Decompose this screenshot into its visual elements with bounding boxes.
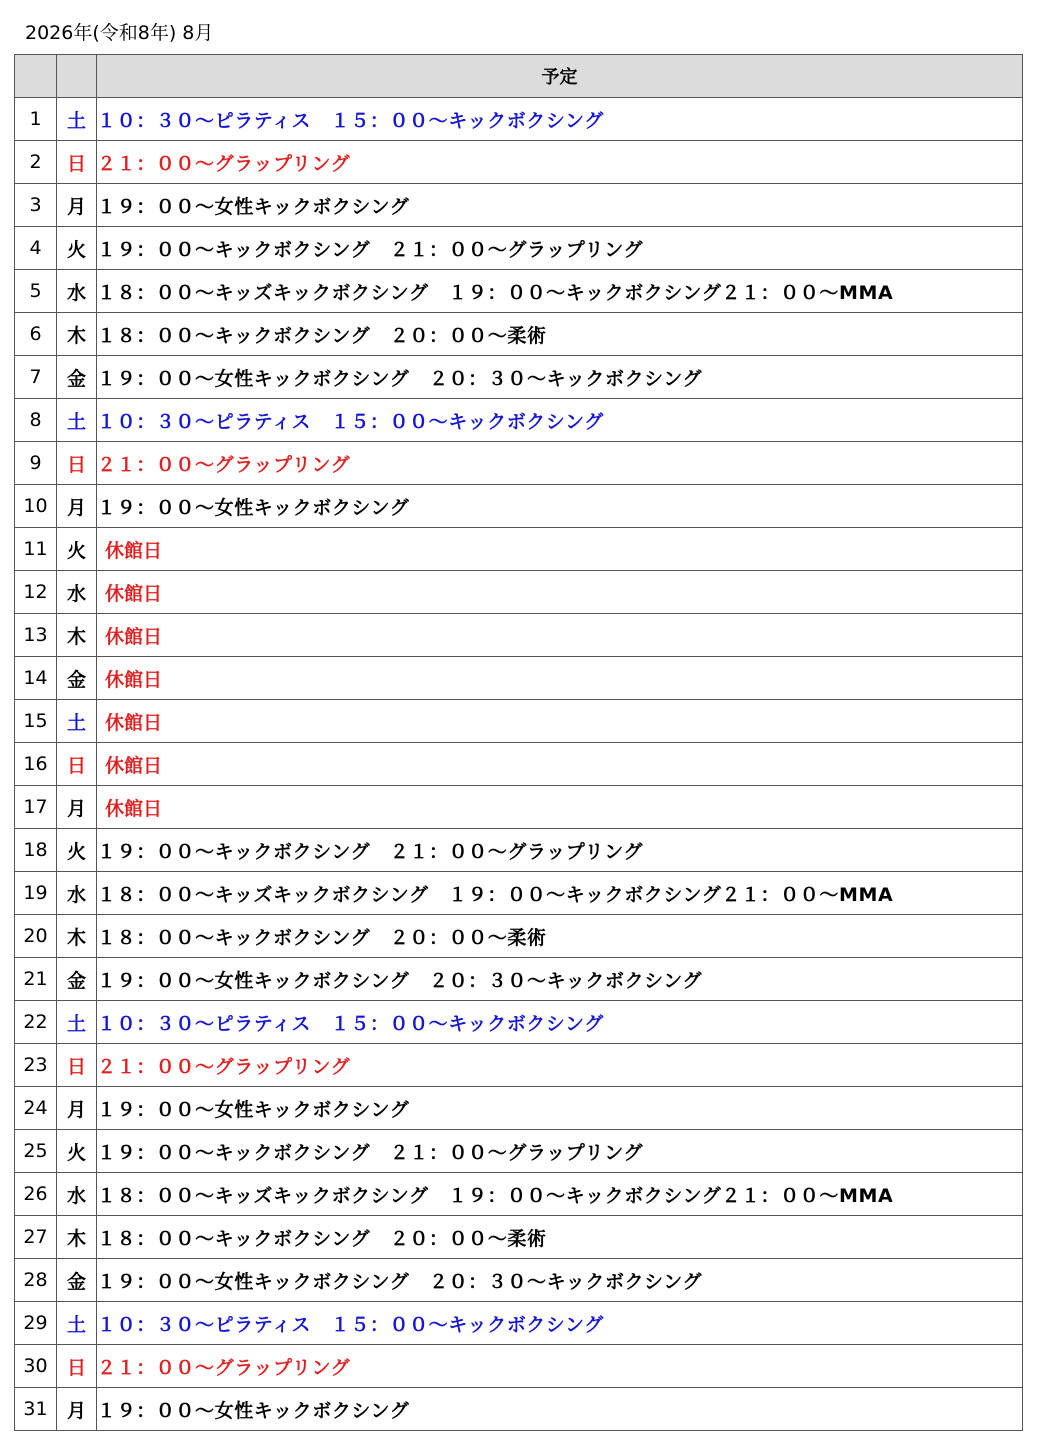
table-row [15, 1087, 1023, 1130]
weekday: 日 [57, 442, 97, 485]
schedule-plan: １９：００～女性キックボクシング ２０：３０～キックボクシング [97, 958, 1023, 1001]
schedule-table [14, 54, 1023, 1431]
day-number: 6 [15, 313, 57, 356]
weekday: 日 [57, 1345, 97, 1388]
closed-day-label: 休館日 [97, 786, 1023, 829]
table-row [15, 1259, 1023, 1302]
weekday: 月 [57, 184, 97, 227]
day-number: 17 [15, 786, 57, 829]
day-number: 23 [15, 1044, 57, 1087]
schedule-plan: １０：３０～ピラティス １５：００～キックボクシング [97, 98, 1023, 141]
table-row [15, 184, 1023, 227]
weekday: 金 [57, 958, 97, 1001]
schedule-plan: １９：００～女性キックボクシング ２０：３０～キックボクシング [97, 1259, 1023, 1302]
weekday: 土 [57, 700, 97, 743]
table-row [15, 1345, 1023, 1388]
table-row [15, 700, 1023, 743]
table-row [15, 98, 1023, 141]
table-row [15, 270, 1023, 313]
day-number: 10 [15, 485, 57, 528]
weekday: 木 [57, 313, 97, 356]
schedule-plan: １９：００～女性キックボクシング [97, 184, 1023, 227]
table-row [15, 528, 1023, 571]
weekday: 日 [57, 141, 97, 184]
table-header-row [15, 55, 1023, 98]
schedule-plan: １９：００～女性キックボクシング ２０：３０～キックボクシング [97, 356, 1023, 399]
schedule-plan: １０：３０～ピラティス １５：００～キックボクシング [97, 399, 1023, 442]
day-number: 19 [15, 872, 57, 915]
table-row [15, 657, 1023, 700]
table-row [15, 227, 1023, 270]
schedule-plan: １９：００～キックボクシング ２１：００～グラップリング [97, 1130, 1023, 1173]
weekday: 火 [57, 528, 97, 571]
schedule-plan: １９：００～女性キックボクシング [97, 485, 1023, 528]
table-row [15, 1130, 1023, 1173]
closed-day-label: 休館日 [97, 743, 1023, 786]
schedule-plan: １８：００～キックボクシング ２０：００～柔術 [97, 1216, 1023, 1259]
day-number: 18 [15, 829, 57, 872]
day-number: 3 [15, 184, 57, 227]
weekday: 水 [57, 1173, 97, 1216]
page-title: 2026年(令和8年) 8月 [25, 22, 214, 44]
weekday: 金 [57, 356, 97, 399]
day-number: 29 [15, 1302, 57, 1345]
schedule-plan: １０：３０～ピラティス １５：００～キックボクシング [97, 1302, 1023, 1345]
day-number: 5 [15, 270, 57, 313]
day-number: 12 [15, 571, 57, 614]
table-row [15, 872, 1023, 915]
schedule-plan: １８：００～キッズキックボクシング １９：００～キックボクシング２１：００～MMA [97, 872, 1023, 915]
table-row [15, 743, 1023, 786]
weekday: 月 [57, 786, 97, 829]
schedule-plan: ２１：００～グラップリング [97, 141, 1023, 184]
day-number: 21 [15, 958, 57, 1001]
day-number: 14 [15, 657, 57, 700]
table-row [15, 141, 1023, 184]
weekday: 金 [57, 657, 97, 700]
closed-day-label: 休館日 [97, 528, 1023, 571]
weekday: 月 [57, 485, 97, 528]
table-row [15, 571, 1023, 614]
schedule-plan: １９：００～キックボクシング ２１：００～グラップリング [97, 227, 1023, 270]
table-row [15, 614, 1023, 657]
day-number: 8 [15, 399, 57, 442]
day-number: 20 [15, 915, 57, 958]
weekday: 火 [57, 227, 97, 270]
table-row [15, 1173, 1023, 1216]
weekday: 金 [57, 1259, 97, 1302]
day-number: 25 [15, 1130, 57, 1173]
schedule-plan: １９：００～キックボクシング ２１：００～グラップリング [97, 829, 1023, 872]
weekday: 土 [57, 1302, 97, 1345]
header-day [15, 55, 57, 98]
header-plan: 予定 [97, 55, 1023, 98]
weekday: 火 [57, 1130, 97, 1173]
day-number: 4 [15, 227, 57, 270]
weekday: 火 [57, 829, 97, 872]
closed-day-label: 休館日 [97, 657, 1023, 700]
schedule-plan: ２１：００～グラップリング [97, 1345, 1023, 1388]
weekday: 日 [57, 743, 97, 786]
day-number: 30 [15, 1345, 57, 1388]
day-number: 26 [15, 1173, 57, 1216]
day-number: 9 [15, 442, 57, 485]
weekday: 土 [57, 1001, 97, 1044]
schedule-plan: １０：３０～ピラティス １５：００～キックボクシング [97, 1001, 1023, 1044]
closed-day-label: 休館日 [97, 700, 1023, 743]
schedule-plan: １９：００～女性キックボクシング [97, 1388, 1023, 1431]
weekday: 木 [57, 614, 97, 657]
table-row [15, 786, 1023, 829]
weekday: 月 [57, 1087, 97, 1130]
weekday: 土 [57, 98, 97, 141]
schedule-plan: ２１：００～グラップリング [97, 442, 1023, 485]
closed-day-label: 休館日 [97, 571, 1023, 614]
day-number: 24 [15, 1087, 57, 1130]
day-number: 31 [15, 1388, 57, 1431]
weekday: 水 [57, 270, 97, 313]
table-row [15, 442, 1023, 485]
closed-day-label: 休館日 [97, 614, 1023, 657]
day-number: 11 [15, 528, 57, 571]
table-row [15, 356, 1023, 399]
table-row [15, 915, 1023, 958]
day-number: 7 [15, 356, 57, 399]
table-row [15, 313, 1023, 356]
weekday: 土 [57, 399, 97, 442]
schedule-plan: ２１：００～グラップリング [97, 1044, 1023, 1087]
table-row [15, 485, 1023, 528]
table-row [15, 1216, 1023, 1259]
table-row [15, 1001, 1023, 1044]
day-number: 2 [15, 141, 57, 184]
schedule-plan: １８：００～キッズキックボクシング １９：００～キックボクシング２１：００～MMA [97, 270, 1023, 313]
table-row [15, 1388, 1023, 1431]
weekday: 木 [57, 1216, 97, 1259]
table-row [15, 1302, 1023, 1345]
day-number: 15 [15, 700, 57, 743]
schedule-plan: １９：００～女性キックボクシング [97, 1087, 1023, 1130]
day-number: 27 [15, 1216, 57, 1259]
table-row [15, 399, 1023, 442]
table-row [15, 958, 1023, 1001]
header-weekday [57, 55, 97, 98]
schedule-body [15, 98, 1023, 1431]
schedule-plan: １８：００～キックボクシング ２０：００～柔術 [97, 313, 1023, 356]
day-number: 1 [15, 98, 57, 141]
day-number: 16 [15, 743, 57, 786]
day-number: 22 [15, 1001, 57, 1044]
schedule-plan: １８：００～キッズキックボクシング １９：００～キックボクシング２１：００～MMA [97, 1173, 1023, 1216]
weekday: 木 [57, 915, 97, 958]
schedule-plan: １８：００～キックボクシング ２０：００～柔術 [97, 915, 1023, 958]
table-row [15, 829, 1023, 872]
day-number: 28 [15, 1259, 57, 1302]
weekday: 水 [57, 571, 97, 614]
weekday: 水 [57, 872, 97, 915]
weekday: 月 [57, 1388, 97, 1431]
day-number: 13 [15, 614, 57, 657]
weekday: 日 [57, 1044, 97, 1087]
table-row [15, 1044, 1023, 1087]
